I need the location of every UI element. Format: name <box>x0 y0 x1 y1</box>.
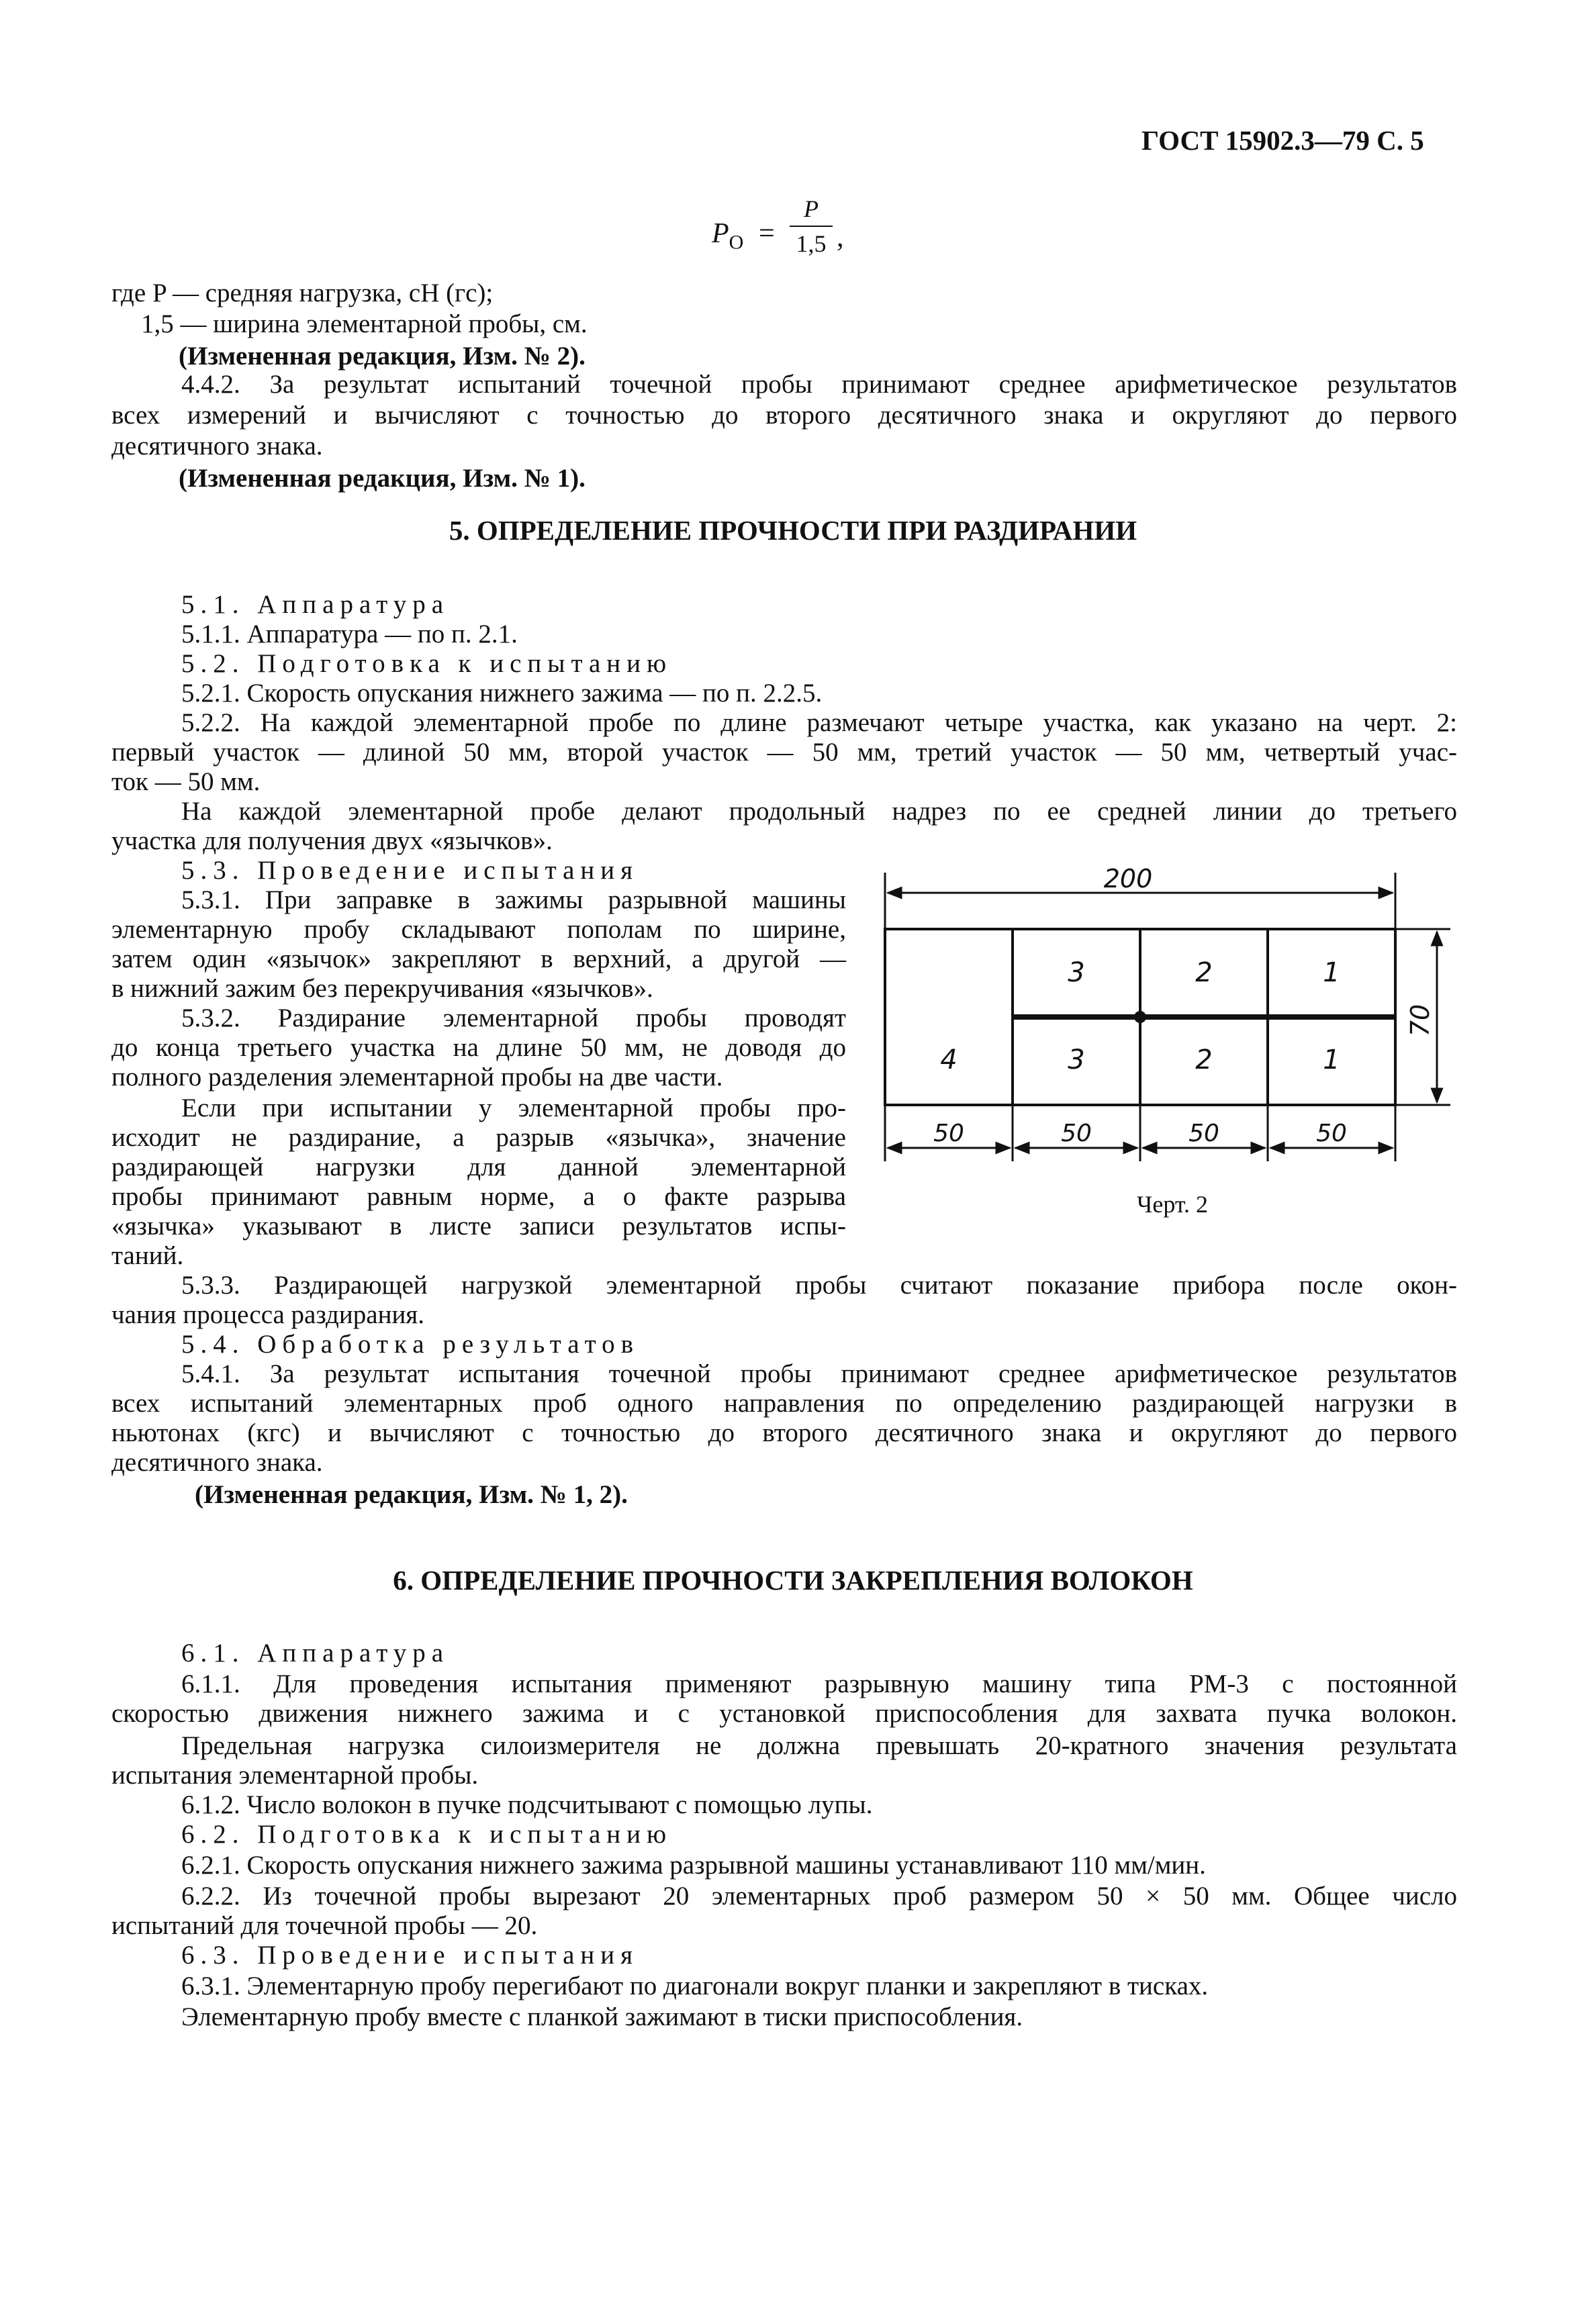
cut-end-point <box>1134 1011 1146 1023</box>
formula-equals: = <box>759 218 775 249</box>
para-5-2-2-line3: ток — 50 мм. <box>111 767 261 796</box>
para-5-3-2-line1: 5.3.2. Раздирание элементарной пробы проводят <box>181 1004 846 1032</box>
subsection-5-2: 5.2. Подготовка к испытанию <box>181 649 673 678</box>
para-6-1-1-line3: Предельная нагрузка силоизмерителя не должна превышать 20-кратного значения результата <box>181 1731 1457 1760</box>
para-5-3-1-line1: 5.3.1. При заправке в зажимы разрывной машины <box>181 885 846 914</box>
formula-fraction-bar <box>790 226 833 227</box>
subsection-6-3: 6.3. Проведение испытания <box>181 1941 639 1970</box>
para-5-3-2-line2: до конца третьего участка на длине 50 мм, не доводя до <box>111 1033 846 1062</box>
segment-label-4: 50 <box>1316 1120 1347 1147</box>
para-4-4-2-line1: 4.4.2. За результат испытаний точечной пробы принимают среднее арифметическое результатов <box>181 370 1457 399</box>
para-6-3-1-line1: 6.3.1. Элементарную пробу перегибают по диагонали вокруг планки и закрепляют в тисках. <box>181 1972 1209 2000</box>
dimension-segments <box>885 1106 1395 1161</box>
subsection-6-2: 6.2. Подготовка к испытанию <box>181 1820 673 1849</box>
para-5-4-1-line3: ньютонах (кгс) и вычисляют с точностью до второго десятичного знака и округляют до первого <box>111 1418 1457 1447</box>
para-5-3-2-line8: «язычка» указывают в листе записи результатов испы- <box>111 1212 846 1241</box>
para-5-3-1-line2: элементарную пробу складывают пополам по ширине, <box>111 915 846 944</box>
subsection-6-1: 6.1. Аппаратура <box>181 1639 450 1667</box>
para-5-2-2-line2: первый участок — длиной 50 мм, второй участок — 50 мм, третий участок — 50 мм, четвертый учас- <box>111 738 1457 767</box>
para-5-2-2-line4: На каждой элементарной пробе делают продольный надрез по ее средней линии до третьего <box>181 797 1457 826</box>
para-4-4-2-line2: всех измерений и вычисляют с точностью до второго десятичного знака и округляют до первого <box>111 401 1457 430</box>
para-6-3-1-line2: Элементарную пробу вместе с планкой зажимают в тиски приспособления. <box>181 2002 1023 2031</box>
cell-top-2: 2 <box>1195 957 1213 988</box>
cell-bottom-1: 1 <box>1323 1045 1340 1075</box>
para-6-1-1-line4: испытания элементарной пробы. <box>111 1761 479 1790</box>
formula-numerator: P <box>804 195 819 222</box>
amendment-note: (Измененная редакция, Изм. № 1). <box>179 464 586 493</box>
para-4-4-2-line3: десятичного знака. <box>111 432 323 461</box>
specimen-outline <box>885 929 1395 1105</box>
subsection-5-1: 5.1. Аппаратура <box>181 590 450 619</box>
para-6-1-1-line2: скоростью движения нижнего зажима и с установкой приспособления для захвата пучка волокон. <box>111 1699 1457 1728</box>
para-6-2-2-line2: испытаний для точечной пробы — 20. <box>111 1911 538 1940</box>
cell-top-3: 3 <box>1068 957 1085 988</box>
para-5-4-1-line2: всех испытаний элементарных проб одного направления по определению раздирающей нагрузки в <box>111 1389 1457 1418</box>
dimension-height-label: 70 <box>1405 1004 1435 1037</box>
dimension-total-label: 200 <box>1103 864 1153 893</box>
para-5-2-1: 5.2.1. Скорость опускания нижнего зажима — по п. 2.2.5. <box>181 679 823 708</box>
subsection-5-3: 5.3. Проведение испытания <box>181 856 639 885</box>
section-6-heading: 6. ОПРЕДЕЛЕНИЕ ПРОЧНОСТИ ЗАКРЕПЛЕНИЯ ВОЛОКОН <box>393 1565 1193 1596</box>
para-6-2-1: 6.2.1. Скорость опускания нижнего зажима разрывной машины устанавливают 110 мм/мин. <box>181 1851 1206 1880</box>
segment-label-2: 50 <box>1061 1120 1092 1147</box>
running-title: ГОСТ 15902.3—79 С. 5 <box>1141 125 1424 156</box>
para-5-3-2-line3: полного разделения элементарной пробы на две части. <box>111 1063 723 1092</box>
para-5-3-2-line9: таний. <box>111 1241 184 1270</box>
formula-lhs: $P_О$ <box>712 218 744 254</box>
para-5-2-2-line5: участка для получения двух «язычков». <box>111 826 553 855</box>
para-5-3-2-line7: пробы принимают равным норме, а о факте разрыва <box>111 1182 846 1211</box>
para-5-3-3-line2: чания процесса раздирания. <box>111 1300 425 1329</box>
para-5-3-2-line4: Если при испытании у элементарной пробы про- <box>181 1094 846 1122</box>
para-5-3-1-line3: затем один «язычок» закрепляют в верхний, а другой — <box>111 945 846 973</box>
para-5-4-1-line1: 5.4.1. За результат испытания точечной пробы принимают среднее арифметическое результатов <box>181 1359 1457 1388</box>
dimension-height <box>1397 929 1450 1105</box>
para-5-1-1: 5.1.1. Аппаратура — по п. 2.1. <box>181 620 518 648</box>
drawing-caption: Черт. 2 <box>1137 1191 1208 1218</box>
para-5-2-2-line1: 5.2.2. На каждой элементарной пробе по длине размечают четыре участка, как указано на черт. 2: <box>181 708 1457 737</box>
formula-comma: , <box>837 222 844 253</box>
para-6-1-1-line1: 6.1.1. Для проведения испытания применяют разрывную машину типа РМ-3 с постоянной <box>181 1669 1457 1698</box>
cell-bottom-2: 2 <box>1195 1045 1213 1075</box>
segment-label-1: 50 <box>933 1120 964 1147</box>
subsection-5-4: 5.4. Обработка результатов <box>181 1330 640 1359</box>
cell-bottom-4: 4 <box>940 1045 958 1075</box>
amendment-note: (Измененная редакция, Изм. № 1, 2). <box>195 1480 628 1509</box>
para-5-3-1-line4: в нижний зажим без перекручивания «язычков». <box>111 974 653 1003</box>
para-5-3-2-line6: раздирающей нагрузки для данной элементарной <box>111 1153 846 1181</box>
para-5-4-1-line4: десятичного знака. <box>111 1448 323 1477</box>
para-6-1-2: 6.1.2. Число волокон в пучке подсчитывают с помощью лупы. <box>181 1790 873 1819</box>
para-5-3-2-line5: исходит не раздирание, а разрыв «язычка», значение <box>111 1123 846 1152</box>
formula-denominator: 1,5 <box>796 230 827 257</box>
section-5-heading: 5. ОПРЕДЕЛЕНИЕ ПРОЧНОСТИ ПРИ РАЗДИРАНИИ <box>449 515 1137 546</box>
cell-top-1: 1 <box>1323 957 1340 988</box>
para-5-3-3-line1: 5.3.3. Раздирающей нагрузкой элементарной пробы считают показание прибора после окон- <box>181 1271 1457 1300</box>
where-line-2: 1,5 — ширина элементарной пробы, см. <box>141 309 588 338</box>
segment-label-3: 50 <box>1188 1120 1219 1147</box>
formula-po <box>712 195 846 269</box>
cell-bottom-3: 3 <box>1068 1045 1085 1075</box>
para-6-2-2-line1: 6.2.2. Из точечной пробы вырезают 20 элементарных проб размером 50 × 50 мм. Общее число <box>181 1882 1457 1910</box>
dimension-total-length <box>885 873 1395 928</box>
amendment-note: (Измененная редакция, Изм. № 2). <box>179 342 586 371</box>
where-line: где P — средняя нагрузка, сН (гс); <box>111 279 494 307</box>
